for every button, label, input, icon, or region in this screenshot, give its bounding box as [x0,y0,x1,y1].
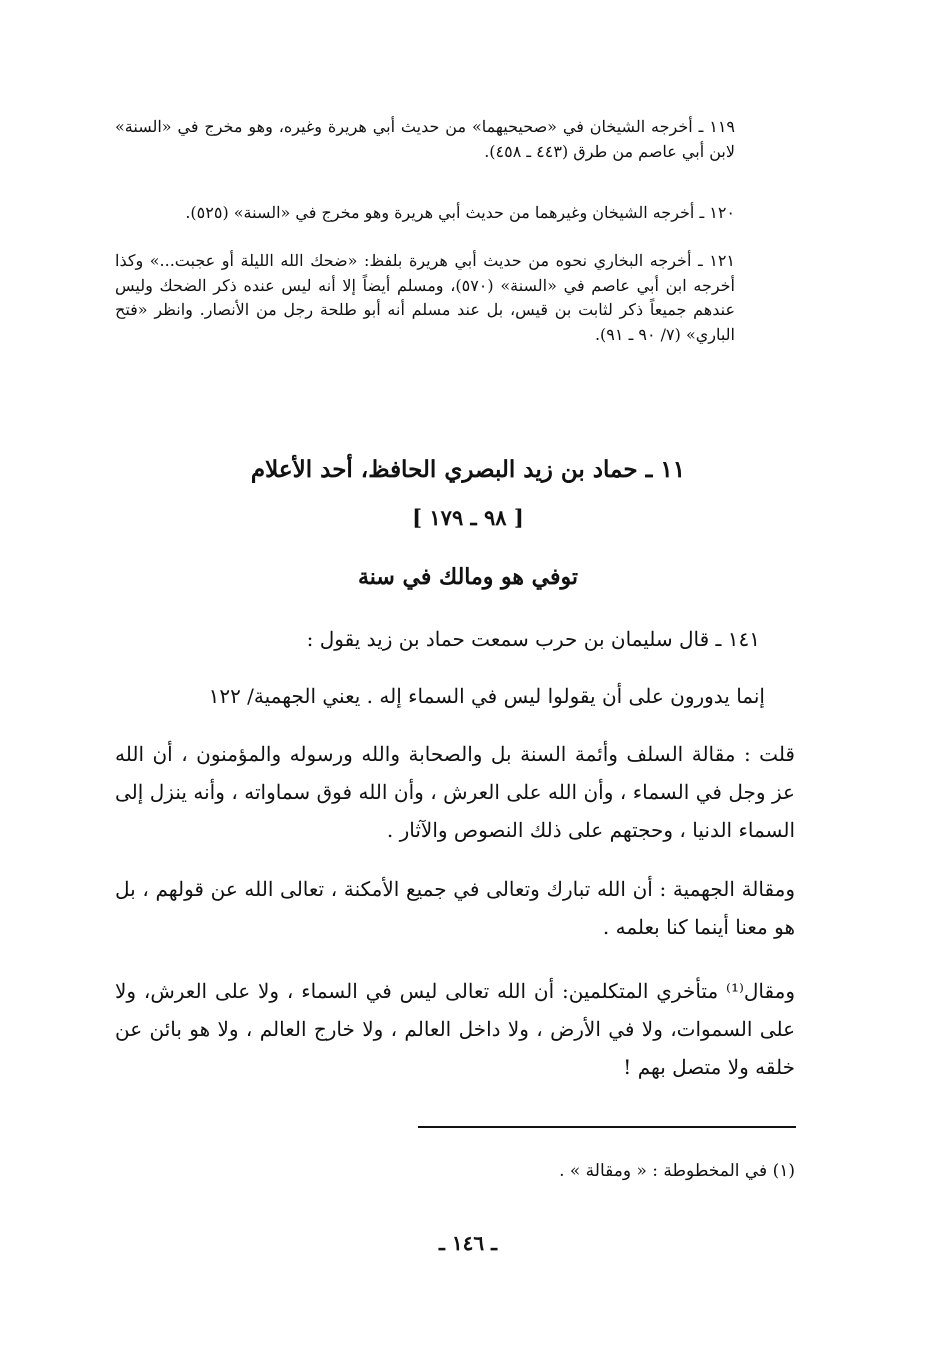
footnote-121: ١٢١ ـ أخرجه البخاري نحوه من حديث أبي هريرة بلفظ: «ضحك الله الليلة أو عجبت...» وكذا أخرجه ابن أبي عاصم في «السنة» (٥٧٠)، ومسلم أيضاً إلا أنه ليس عنده ذكر الضحك وليس عندهم جميعاً ذكر لثابت بن قيس، بل عند مسلم أنه أبو طلحة رجل من الأنصار. وانظر «فتح الباري» (٧/ ٩٠ ـ ٩١). [115,251,736,344]
footnote-divider [418,1126,796,1128]
footnote-1: (١) في المخطوطة : « ومقالة » . [559,1161,795,1181]
footnote-120: ١٢٠ ـ أخرجه الشيخان وغيرهما من حديث أبي هريرة وهو مخرج في «السنة» (٥٢٥). [185,203,735,222]
footnote-119: ١١٩ ـ أخرجه الشيخان في «صحيحيهما» من حديث أبي هريرة وغيره، وهو مخرج في «السنة» لابن أبي عاصم من طرق (٤٤٣ ـ ٤٥٨). [115,117,735,161]
narration-141: ١٤١ ـ قال سليمان بن حرب سمعت حماد بن زيد يقول : [306,627,760,651]
commentary-mutakallimin: ومقال⁽¹⁾ متأخري المتكلمين: أن الله تعالى ليس في السماء ، ولا على العرش، ولا على السموات، ولا في الأرض ، ولا داخل العالم ، ولا خارج العالم ، ولا هو بائن عن خلقه ولا متصل بهم ! [115,979,795,1079]
commentary-salaf: قلت : مقالة السلف وأئمة السنة بل والصحابة والله ورسوله والمؤمنون ، أن الله عز وجل في السماء ، وأن الله على العرش ، وأن الله فوق سماواته ، وأنه ينزل إلى السماء الدنيا ، وحجتهم على ذلك النصوص والآثار . [115,742,795,842]
page-number: ـ ١٤٦ ـ [439,1231,497,1255]
section-heading: ١١ ـ حماد بن زيد البصري الحافظ، أحد الأعلام [250,456,686,483]
quote-text: إنما يدورون على أن يقولوا ليس في السماء إله . يعني الجهمية/ ١٢٢ [208,684,765,708]
section-years: [ ٩٨ ـ ١٧٩ ] [412,505,524,530]
section-subheading: توفي هو ومالك في سنة [357,564,579,590]
commentary-jahmiyya: ومقالة الجهمية : أن الله تبارك وتعالى في جميع الأمكنة ، تعالى الله عن قولهم ، بل هو معنا أينما كنا بعلمه . [115,877,795,939]
